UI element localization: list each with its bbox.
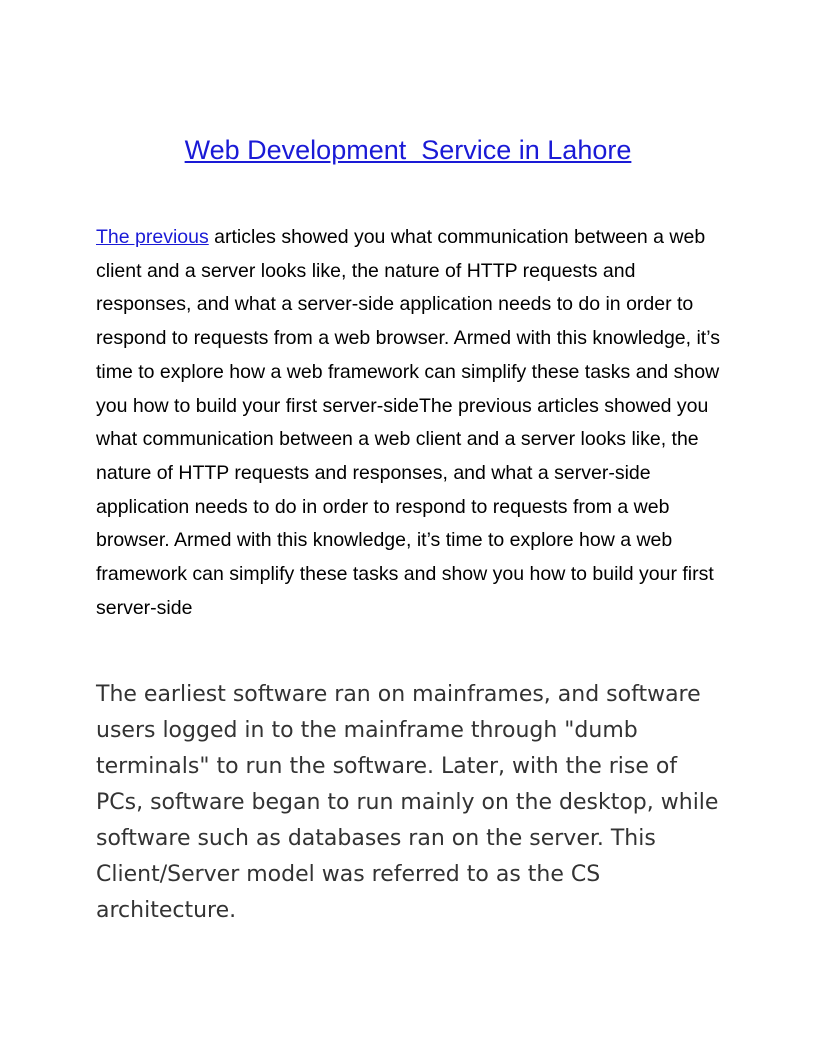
page-title xyxy=(0,130,816,170)
intro-paragraph xyxy=(96,221,720,625)
cs-architecture-paragraph: The earliest software ran on mainframes, and software users logged in to the mainframe through "dumb terminals" to run the software. Later, with the rise of PCs, software began to run mainly on the desktop, while software such as databases ran on the server. This Client/Server model was referred to as the CS architecture. xyxy=(96,682,719,923)
previous-articles-link[interactable]: The previous xyxy=(96,226,209,248)
title-link[interactable]: Web Development Service in Lahore xyxy=(184,135,632,165)
intro-paragraph-text: articles showed you what communication between a web client and a server looks like, the nature of HTTP requests and responses, and what a server-side application needs to do in order to respond to requests from a web browser. Armed with this knowledge, it’s time to explore how a web framework can simplify these tasks and show you how to build your first server-sideThe previous articles showed you what communication between a web client and a server looks like, the nature of HTTP requests and responses, and what a server-side application needs to do in order to respond to requests from a web browser. Armed with this knowledge, it’s time to explore how a web framework can simplify these tasks and show you how to build your first server-side xyxy=(96,226,720,619)
